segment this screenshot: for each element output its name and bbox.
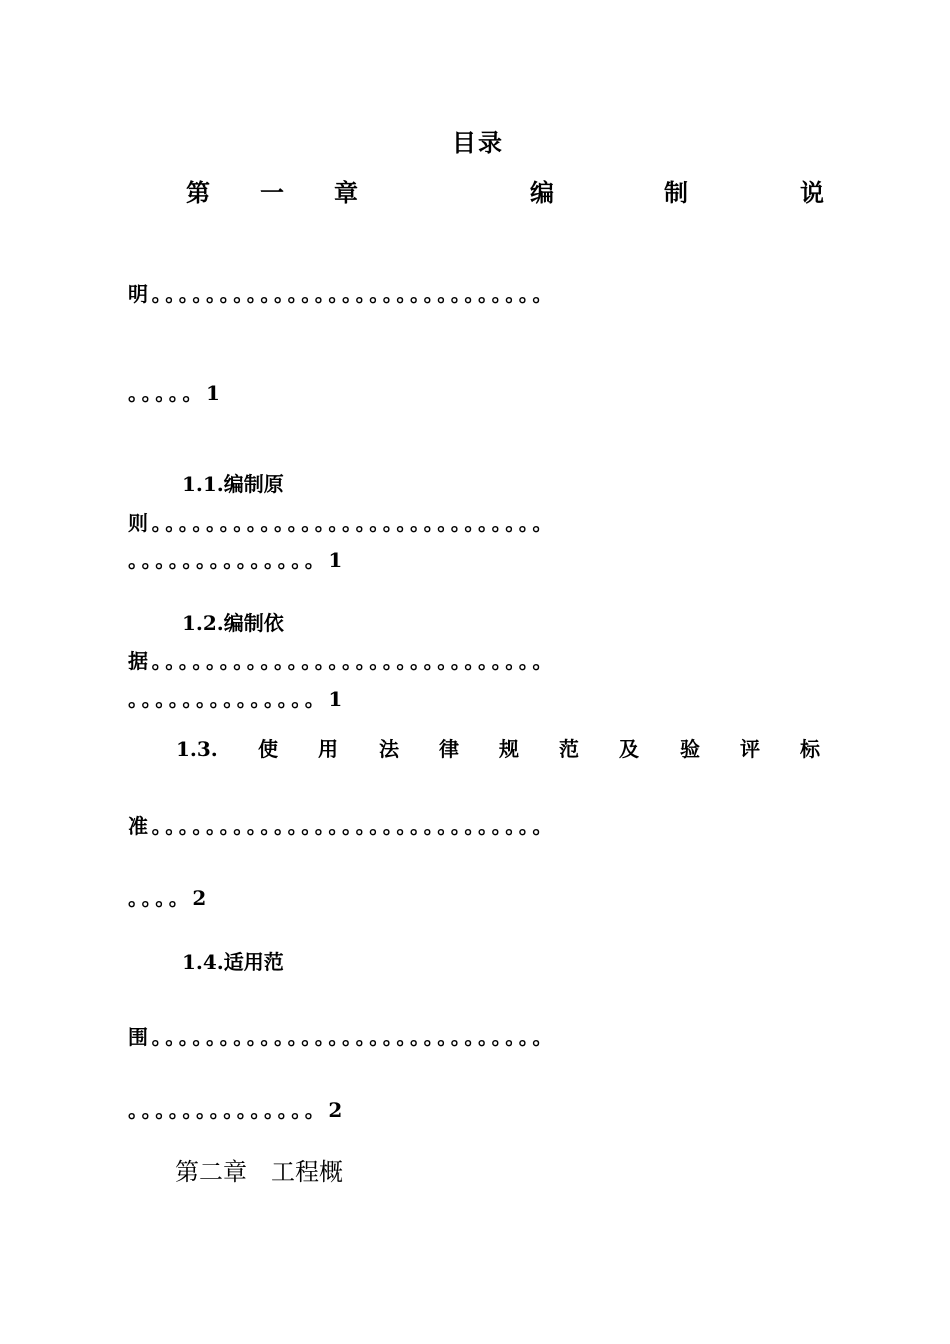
toc-item-1-4-page: 。。。。。。。。。。。。。。2 xyxy=(128,1098,346,1122)
toc-item-1-3-char: 评 xyxy=(740,737,760,761)
toc-item-1-4-leader: 围。。。。。。。。。。。。。。。。。。。。。。。。。。。。。 xyxy=(128,1025,556,1049)
toc-item-1-2-leader: 据。。。。。。。。。。。。。。。。。。。。。。。。。。。。。 xyxy=(128,649,556,673)
toc-item-1-3-char: 使 xyxy=(258,737,278,761)
chapter1-char: 说 xyxy=(800,178,824,207)
chapter1-char: 第 xyxy=(186,178,210,207)
toc-item-1-1-page: 。。。。。。。。。。。。。。1 xyxy=(128,548,346,572)
toc-item-1-2-page: 。。。。。。。。。。。。。。1 xyxy=(128,687,346,711)
toc-item-1-3-char: 规 xyxy=(499,737,519,761)
chapter1-char: 制 xyxy=(664,178,688,207)
chapter1-char: 编 xyxy=(530,178,554,207)
toc-item-1-3-char: 范 xyxy=(559,737,579,761)
toc-item-1-3-page: 。。。。2 xyxy=(128,886,210,910)
toc-item-1-3-char: 标 xyxy=(800,737,820,761)
toc-item-1-4-heading: 1.4.适用范 xyxy=(182,950,284,974)
chapter1-leader-line: 明。。。。。。。。。。。。。。。。。。。。。。。。。。。。。 xyxy=(128,282,556,306)
chapter1-page-line: 。。。。。1 xyxy=(128,381,224,405)
toc-item-1-3-char: 法 xyxy=(379,737,399,761)
chapter2-heading: 第二章 工程概 xyxy=(175,1158,343,1186)
toc-item-1-2-heading: 1.2.编制依 xyxy=(182,611,284,635)
toc-item-1-3-char: 律 xyxy=(439,737,459,761)
toc-item-1-1-leader: 则。。。。。。。。。。。。。。。。。。。。。。。。。。。。。 xyxy=(128,511,556,535)
toc-item-1-1-heading: 1.1.编制原 xyxy=(182,472,284,496)
toc-item-1-3-heading xyxy=(0,739,826,763)
toc-item-1-3-leader: 准。。。。。。。。。。。。。。。。。。。。。。。。。。。。。 xyxy=(128,814,556,838)
toc-item-1-3-char: 用 xyxy=(318,737,338,761)
toc-item-1-3-number: 1.3. xyxy=(176,737,218,761)
toc-item-1-3-char: 及 xyxy=(619,737,639,761)
toc-title: 目录 xyxy=(452,128,504,157)
chapter1-char: 章 xyxy=(334,178,358,207)
chapter1-char: 一 xyxy=(260,178,284,207)
toc-item-1-3-char: 验 xyxy=(680,737,700,761)
